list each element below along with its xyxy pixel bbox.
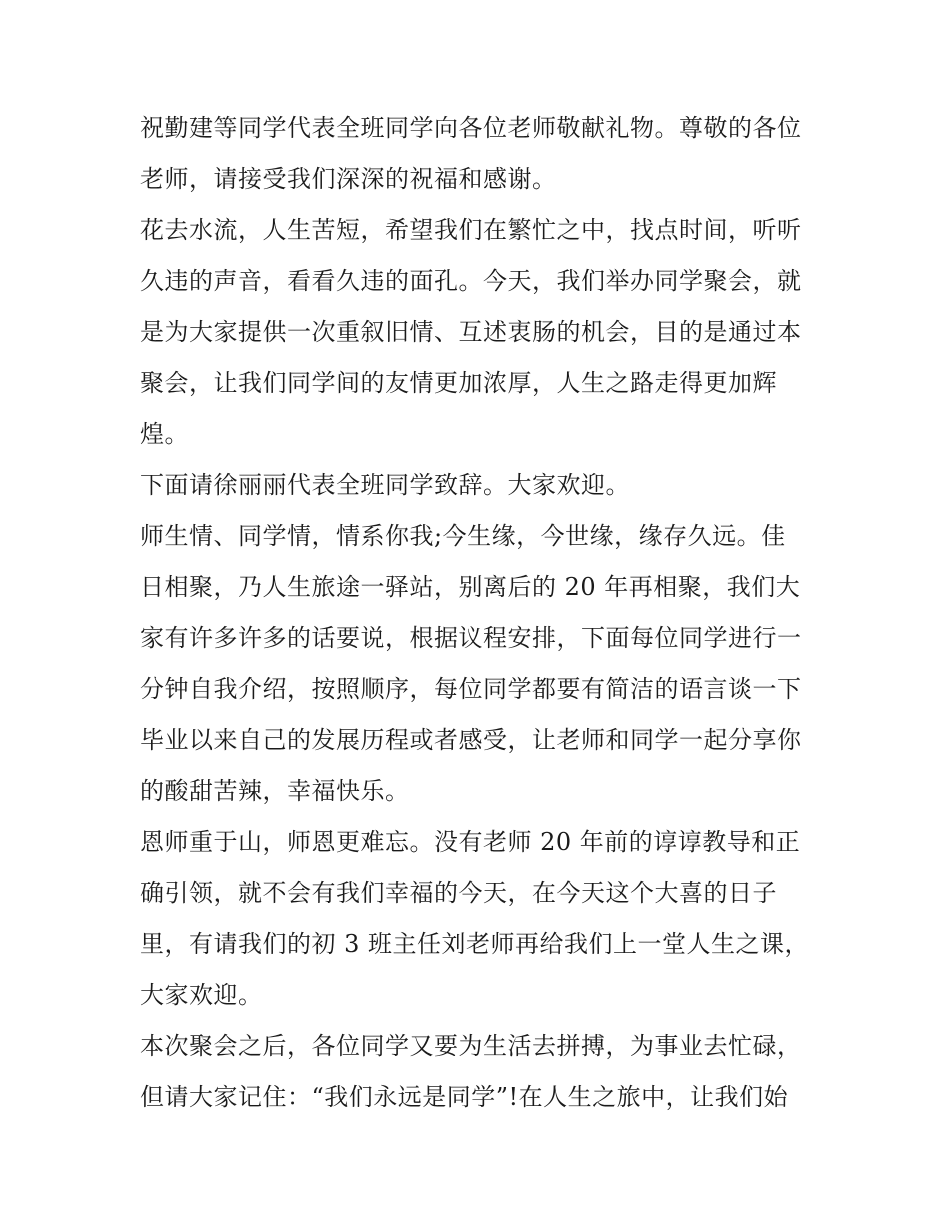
text-line: 确引领，就不会有我们幸福的今天，在今天这个大喜的日子 — [140, 879, 777, 907]
document-body — [140, 103, 820, 1123]
text-line: 的酸甜苦辣，幸福快乐。 — [140, 777, 410, 805]
text-line: 是为大家提供一次重叙旧情、互述衷肠的机会，目的是通过本 — [140, 318, 802, 346]
text-line: 本次聚会之后，各位同学又要为生活去拼搏，为事业去忙碌， — [140, 1032, 802, 1060]
text-line: 但请大家记住：“我们永远是同学”!在人生之旅中，让我们始 — [140, 1083, 789, 1111]
text-line: 老师，请接受我们深深的祝福和感谢。 — [140, 165, 557, 193]
text-line: 日相聚，乃人生旅途一驿站，别离后的 20 年再相聚，我们大 — [140, 573, 801, 601]
text-line: 师生情、同学情，情系你我;今生缘，今世缘，缘存久远。佳 — [140, 522, 786, 550]
text-line: 下面请徐丽丽代表全班同学致辞。大家欢迎。 — [140, 471, 630, 499]
text-line: 里，有请我们的初 3 班主任刘老师再给我们上一堂人生之课， — [140, 930, 810, 958]
text-line: 大家欢迎。 — [140, 981, 263, 1009]
text-line: 花去水流，人生苦短，希望我们在繁忙之中，找点时间，听听 — [140, 216, 802, 244]
text-line: 毕业以来自己的发展历程或者感受，让老师和同学一起分享你 — [140, 726, 802, 754]
text-line: 久违的声音，看看久违的面孔。今天，我们举办同学聚会，就 — [140, 267, 802, 295]
text-line: 家有许多许多的话要说，根据议程安排，下面每位同学进行一 — [140, 624, 802, 652]
text-line: 聚会，让我们同学间的友情更加浓厚，人生之路走得更加辉 — [140, 369, 777, 397]
text-line: 恩师重于山，师恩更难忘。没有老师 20 年前的谆谆教导和正 — [140, 828, 801, 856]
text-line: 分钟自我介绍，按照顺序，每位同学都要有简洁的语言谈一下 — [140, 675, 802, 703]
text-line: 煌。 — [140, 420, 189, 448]
text-line: 祝勤建等同学代表全班同学向各位老师敬献礼物。尊敬的各位 — [140, 114, 802, 142]
